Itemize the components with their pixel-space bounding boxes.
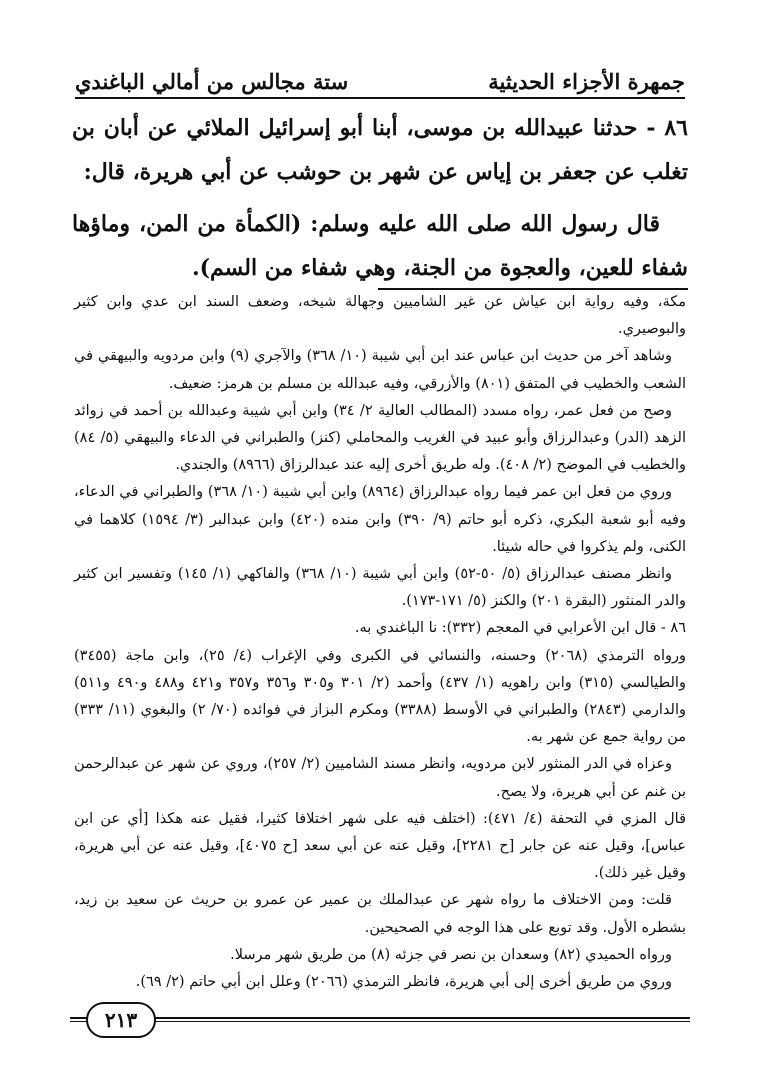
footnote-paragraph: ٨٦ - قال ابن الأعرابي في المعجم (٣٣٢): نا الباغندي به.	[354, 620, 686, 637]
hadith-isnad-text: ٨٦ - حدثنا عبيدالله بن موسى، أبنا أبو إسرائيل الملائي عن أبان بن تغلب عن جعفر بن إياس عن شهر بن حوشب عن أبي هريرة، قال:	[72, 115, 688, 185]
footnote-paragraph: وروي من طريق أخرى إلى أبي هريرة، فانظر الترمذي (٢٠٦٦) وعلل ابن أبي حاتم (٢/ ٦٩).	[135, 974, 672, 991]
header-rule	[75, 97, 685, 99]
footnote-paragraph: قلت: ومن الاختلاف ما رواه شهر عن عبدالملك بن عمير عن عمرو بن حريث عن سعيد بن زيد، بشطره الأول. وقد توبع على هذا الوجه في الصحيحين.	[74, 892, 686, 936]
footnote-paragraph: وعزاه في الدر المنثور لابن مردويه، وانظر مسند الشاميين (٢/ ٢٥٧)، وروي عن شهر عن عبدالرحمن بن غنم عن أبي هريرة، ولا يصح.	[74, 756, 686, 800]
running-header	[75, 58, 685, 94]
footnote-paragraph: وروي من فعل ابن عمر فيما رواه عبدالرزاق (٨٩٦٤) وابن أبي شيبة (١٠/ ٣٦٨) والطبراني في الدعاء، وفيه أبو شعبة البكري، ذكره أبو حاتم (٩/ ٣٩٠) وابن منده (٤٢٠) وابن عبدالبر (٣/ ١٥٩٤) كلاهما في الكنى، ولم يذكروا في حاله شيئا.	[74, 484, 686, 555]
footnote-paragraph: مكة، وفيه رواية ابن عياش عن غير الشاميين وجهالة شيخه، وضعف السند ابن عدي وابن كثير والبوصيري.	[74, 294, 686, 338]
footnote-paragraph: وانظر مصنف عبدالرزاق (٥/ ٥٠-٥٢) وابن أبي شيبة (١٠/ ٣٦٨) والفاكهي (١/ ١٤٥) وتفسير ابن كثير والدر المنثور (البقرة ٢٠١) والكنز (٥/ ١٧١-١٧٣).	[74, 566, 686, 610]
footnote-paragraph: وشاهد آخر من حديث ابن عباس عند ابن أبي شيبة (١٠/ ٣٦٨) والآجري (٩) وابن مردويه والبيهقي في الشعب والخطيب في المتفق (٨٠١) والأزرقي، وفيه عبدالله بن مسلم بن هرمز: ضعيف.	[74, 348, 686, 392]
hadith-isnad	[72, 106, 688, 194]
header-book-title: جمهرة الأجزاء الحديثية	[488, 69, 685, 94]
footer-rule	[70, 1017, 690, 1019]
footnote-paragraph: ورواه الترمذي (٢٠٦٨) وحسنه، والنسائي في الكبرى وفي الإغراب (٤/ ٢٥)، وابن ماجة (٣٤٥٥) والطيالسي (٣١٥) وابن راهويه (١/ ٤٣٧) وأحمد (٢/ ٣٠١ و٣٠٥ و٣٥٦ و٣٥٧ و٤٢١ و٤٨٨ و٤٩٠ و٥١١) والدارمي (٢٨٤٣) والطبراني في الأوسط (٣٣٨٨) ومكرم البزاز في فوائده (٧٠/ ٢) والبغوي (١١/ ٣٣٣) من رواية جمع عن شهر به.	[74, 647, 687, 746]
footnote-paragraph: قال المزي في التحفة (٤/ ٤٧١): (اختلف فيه على شهر اختلافا كثيرا، فقيل عنه هكذا [أي عن ابن عباس]، وقيل عنه عن جابر [ح ٢٢٨١]، وقيل عنه عن أبي سعد [ح ٤٠٧٥]، وقيل عنه عن أبي هريرة، وقيل غير ذلك).	[74, 810, 686, 882]
page-number: ٢١٣	[86, 1002, 156, 1038]
header-section-title: ستة مجالس من أمالي الباغندي	[75, 69, 349, 94]
footnote-paragraph: ورواه الحميدي (٨٢) وسعدان بن نصر في جزئه (٨) من طريق شهر مرسلا.	[230, 946, 672, 963]
footer-rule-thin	[70, 1021, 690, 1022]
hadith-matn-text: قال رسول الله صلى الله عليه وسلم: (الكمأة من المن، وماؤها شفاء للعين، والعجوة من الجنة، وهي شفاء من السم).	[72, 211, 688, 281]
page-footer	[70, 1000, 690, 1040]
footnotes	[74, 289, 686, 996]
hadith-matn	[72, 202, 688, 290]
footnote-paragraph: وصح من فعل عمر، رواه مسدد (المطالب العالية ٢/ ٣٤) وابن أبي شيبة وعبدالله بن أحمد في زوائد الزهد (الدر) وعبدالرزاق وأبو عبيد في الغريب والمحاملي (كنز) والطبراني في الدعاء والبيهقي (٥/ ٨٤) والخطيب في الموضح (٢/ ٤٠٨). وله طريق أخرى إليه عند عبدالرزاق (٨٩٦٦) والجندي.	[74, 402, 686, 474]
